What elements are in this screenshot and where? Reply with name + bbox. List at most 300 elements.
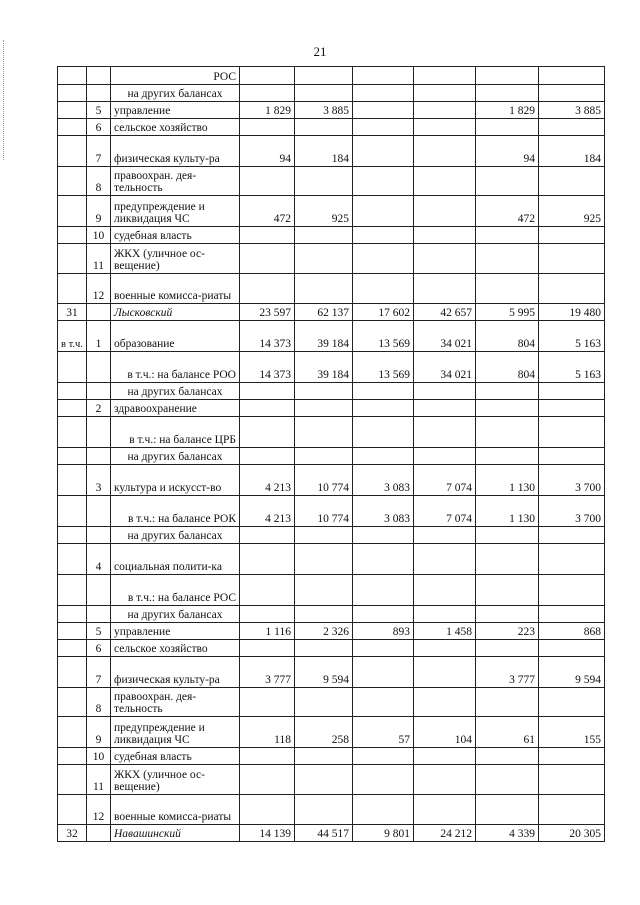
value-cell: 804 bbox=[476, 352, 539, 383]
value-cell: 804 bbox=[476, 321, 539, 352]
value-cell bbox=[353, 527, 414, 544]
value-cell bbox=[414, 244, 476, 274]
value-cell: 23 597 bbox=[240, 304, 295, 321]
value-cell: 1 116 bbox=[240, 623, 295, 640]
table-row bbox=[58, 795, 605, 825]
value-cell bbox=[240, 85, 295, 102]
value-cell bbox=[476, 688, 539, 717]
value-cell: 118 bbox=[240, 717, 295, 748]
value-cell bbox=[295, 400, 353, 417]
value-cell: 223 bbox=[476, 623, 539, 640]
value-cell bbox=[414, 544, 476, 575]
row-name: правоохран. дея-тельность bbox=[111, 688, 240, 717]
value-cell bbox=[476, 274, 539, 304]
value-cell bbox=[353, 448, 414, 465]
value-cell bbox=[539, 688, 605, 717]
row-name: управление bbox=[111, 102, 240, 119]
row-region-number bbox=[58, 606, 87, 623]
value-cell: 4 213 bbox=[240, 465, 295, 496]
row-region-number bbox=[58, 765, 87, 795]
value-cell bbox=[476, 400, 539, 417]
row-item-number: 9 bbox=[87, 196, 111, 227]
value-cell bbox=[353, 748, 414, 765]
value-cell bbox=[295, 244, 353, 274]
row-region-number bbox=[58, 196, 87, 227]
value-cell bbox=[414, 795, 476, 825]
value-cell bbox=[414, 167, 476, 196]
row-name: Навашинский bbox=[111, 825, 240, 842]
value-cell bbox=[414, 575, 476, 606]
row-region-number bbox=[58, 400, 87, 417]
value-cell bbox=[414, 657, 476, 688]
value-cell bbox=[353, 575, 414, 606]
value-cell bbox=[295, 417, 353, 448]
value-cell: 57 bbox=[353, 717, 414, 748]
value-cell bbox=[353, 383, 414, 400]
row-item-number bbox=[87, 825, 111, 842]
value-cell: 14 373 bbox=[240, 321, 295, 352]
value-cell bbox=[476, 244, 539, 274]
row-name: физическая культу-ра bbox=[111, 657, 240, 688]
value-cell bbox=[295, 167, 353, 196]
table-row bbox=[58, 400, 605, 417]
value-cell: 3 777 bbox=[476, 657, 539, 688]
value-cell bbox=[295, 748, 353, 765]
value-cell bbox=[476, 227, 539, 244]
value-cell: 17 602 bbox=[353, 304, 414, 321]
value-cell: 3 083 bbox=[353, 496, 414, 527]
value-cell: 10 774 bbox=[295, 465, 353, 496]
value-cell bbox=[476, 527, 539, 544]
value-cell: 39 184 bbox=[295, 352, 353, 383]
row-region-number bbox=[58, 227, 87, 244]
value-cell bbox=[539, 119, 605, 136]
row-name: военные комисса-риаты bbox=[111, 274, 240, 304]
row-name: ЖКХ (уличное ос-вещение) bbox=[111, 765, 240, 795]
value-cell bbox=[295, 383, 353, 400]
value-cell: 5 163 bbox=[539, 321, 605, 352]
value-cell bbox=[353, 102, 414, 119]
value-cell bbox=[240, 640, 295, 657]
value-cell: 5 163 bbox=[539, 352, 605, 383]
value-cell: 1 130 bbox=[476, 465, 539, 496]
row-name: РОС bbox=[111, 67, 240, 85]
value-cell bbox=[414, 119, 476, 136]
value-cell bbox=[353, 688, 414, 717]
value-cell bbox=[414, 400, 476, 417]
value-cell: 1 829 bbox=[476, 102, 539, 119]
table-row bbox=[58, 274, 605, 304]
value-cell bbox=[240, 448, 295, 465]
value-cell: 20 305 bbox=[539, 825, 605, 842]
row-item-number: 11 bbox=[87, 765, 111, 795]
value-cell: 94 bbox=[476, 136, 539, 167]
value-cell: 893 bbox=[353, 623, 414, 640]
value-cell bbox=[295, 795, 353, 825]
value-cell bbox=[240, 383, 295, 400]
budget-table bbox=[57, 66, 605, 842]
value-cell bbox=[240, 417, 295, 448]
value-cell: 7 074 bbox=[414, 496, 476, 527]
table-row bbox=[58, 136, 605, 167]
row-region-number bbox=[58, 496, 87, 527]
value-cell: 472 bbox=[240, 196, 295, 227]
row-item-number bbox=[87, 496, 111, 527]
table-row bbox=[58, 527, 605, 544]
row-region-number: 32 bbox=[58, 825, 87, 842]
value-cell bbox=[240, 167, 295, 196]
value-cell bbox=[476, 765, 539, 795]
value-cell: 104 bbox=[414, 717, 476, 748]
row-item-number: 9 bbox=[87, 717, 111, 748]
row-item-number: 5 bbox=[87, 102, 111, 119]
value-cell bbox=[240, 575, 295, 606]
value-cell bbox=[539, 85, 605, 102]
value-cell: 258 bbox=[295, 717, 353, 748]
row-name: на других балансах bbox=[111, 85, 240, 102]
row-region-number bbox=[58, 167, 87, 196]
value-cell bbox=[295, 606, 353, 623]
value-cell bbox=[539, 67, 605, 85]
value-cell: 3 700 bbox=[539, 496, 605, 527]
value-cell: 34 021 bbox=[414, 352, 476, 383]
value-cell: 868 bbox=[539, 623, 605, 640]
value-cell bbox=[539, 795, 605, 825]
row-name: в т.ч.: на балансе РОО bbox=[111, 352, 240, 383]
value-cell bbox=[414, 136, 476, 167]
table-row bbox=[58, 765, 605, 795]
value-cell: 10 774 bbox=[295, 496, 353, 527]
value-cell bbox=[539, 400, 605, 417]
value-cell: 5 995 bbox=[476, 304, 539, 321]
value-cell: 61 bbox=[476, 717, 539, 748]
table-row bbox=[58, 102, 605, 119]
value-cell bbox=[414, 227, 476, 244]
row-item-number bbox=[87, 417, 111, 448]
value-cell bbox=[353, 67, 414, 85]
value-cell bbox=[240, 227, 295, 244]
row-region-number bbox=[58, 465, 87, 496]
value-cell bbox=[476, 544, 539, 575]
value-cell bbox=[295, 227, 353, 244]
value-cell bbox=[240, 400, 295, 417]
value-cell bbox=[539, 244, 605, 274]
value-cell bbox=[295, 527, 353, 544]
row-item-number: 2 bbox=[87, 400, 111, 417]
value-cell bbox=[414, 448, 476, 465]
row-name: управление bbox=[111, 623, 240, 640]
value-cell bbox=[240, 527, 295, 544]
value-cell bbox=[353, 119, 414, 136]
value-cell bbox=[295, 119, 353, 136]
value-cell bbox=[295, 688, 353, 717]
row-item-number: 7 bbox=[87, 657, 111, 688]
value-cell bbox=[240, 748, 295, 765]
table-row bbox=[58, 119, 605, 136]
table-row bbox=[58, 544, 605, 575]
row-region-number bbox=[58, 448, 87, 465]
value-cell bbox=[414, 527, 476, 544]
row-region-number bbox=[58, 575, 87, 606]
value-cell bbox=[476, 575, 539, 606]
value-cell: 472 bbox=[476, 196, 539, 227]
row-item-number: 5 bbox=[87, 623, 111, 640]
value-cell bbox=[414, 688, 476, 717]
value-cell: 3 885 bbox=[295, 102, 353, 119]
value-cell bbox=[353, 274, 414, 304]
value-cell: 13 569 bbox=[353, 321, 414, 352]
row-name: судебная власть bbox=[111, 748, 240, 765]
value-cell: 14 373 bbox=[240, 352, 295, 383]
value-cell bbox=[295, 274, 353, 304]
value-cell bbox=[414, 640, 476, 657]
value-cell bbox=[476, 119, 539, 136]
row-item-number: 12 bbox=[87, 795, 111, 825]
table-row bbox=[58, 352, 605, 383]
row-item-number: 4 bbox=[87, 544, 111, 575]
row-region-number bbox=[58, 136, 87, 167]
value-cell bbox=[476, 383, 539, 400]
value-cell bbox=[353, 417, 414, 448]
row-region-number bbox=[58, 623, 87, 640]
value-cell: 4 339 bbox=[476, 825, 539, 842]
row-item-number: 10 bbox=[87, 748, 111, 765]
value-cell: 9 594 bbox=[539, 657, 605, 688]
value-cell bbox=[539, 606, 605, 623]
row-region-number bbox=[58, 119, 87, 136]
value-cell bbox=[414, 765, 476, 795]
table-row bbox=[58, 67, 605, 85]
value-cell bbox=[414, 606, 476, 623]
row-name: социальная полити-ка bbox=[111, 544, 240, 575]
value-cell: 62 137 bbox=[295, 304, 353, 321]
value-cell bbox=[539, 640, 605, 657]
value-cell: 13 569 bbox=[353, 352, 414, 383]
value-cell bbox=[240, 274, 295, 304]
row-region-number bbox=[58, 417, 87, 448]
row-name: образование bbox=[111, 321, 240, 352]
table-row bbox=[58, 304, 605, 321]
row-region-number bbox=[58, 244, 87, 274]
value-cell bbox=[414, 85, 476, 102]
table-row bbox=[58, 717, 605, 748]
page-number: 21 bbox=[313, 44, 327, 59]
value-cell bbox=[353, 196, 414, 227]
table-row bbox=[58, 85, 605, 102]
table-row bbox=[58, 196, 605, 227]
table-row bbox=[58, 640, 605, 657]
value-cell bbox=[353, 544, 414, 575]
value-cell bbox=[353, 227, 414, 244]
row-region-number bbox=[58, 640, 87, 657]
row-item-number bbox=[87, 606, 111, 623]
row-item-number: 7 bbox=[87, 136, 111, 167]
row-region-number bbox=[58, 717, 87, 748]
value-cell bbox=[240, 119, 295, 136]
table-row bbox=[58, 623, 605, 640]
row-region-number bbox=[58, 383, 87, 400]
value-cell bbox=[295, 448, 353, 465]
value-cell bbox=[539, 167, 605, 196]
row-item-number bbox=[87, 527, 111, 544]
value-cell bbox=[240, 67, 295, 85]
row-item-number: 11 bbox=[87, 244, 111, 274]
row-name: культура и искусст-во bbox=[111, 465, 240, 496]
row-region-number bbox=[58, 527, 87, 544]
table-row bbox=[58, 657, 605, 688]
row-region-number bbox=[58, 85, 87, 102]
row-region-number bbox=[58, 102, 87, 119]
value-cell bbox=[476, 748, 539, 765]
value-cell: 24 212 bbox=[414, 825, 476, 842]
value-cell bbox=[539, 448, 605, 465]
value-cell bbox=[240, 244, 295, 274]
table-row bbox=[58, 448, 605, 465]
value-cell bbox=[353, 640, 414, 657]
value-cell bbox=[539, 748, 605, 765]
row-item-number bbox=[87, 448, 111, 465]
value-cell bbox=[353, 606, 414, 623]
value-cell bbox=[539, 383, 605, 400]
row-item-number bbox=[87, 67, 111, 85]
value-cell bbox=[476, 640, 539, 657]
table-row bbox=[58, 417, 605, 448]
value-cell bbox=[240, 544, 295, 575]
value-cell: 3 700 bbox=[539, 465, 605, 496]
value-cell bbox=[240, 795, 295, 825]
value-cell bbox=[353, 400, 414, 417]
value-cell bbox=[295, 67, 353, 85]
row-item-number: 12 bbox=[87, 274, 111, 304]
table-body bbox=[58, 67, 605, 842]
row-item-number: 6 bbox=[87, 640, 111, 657]
value-cell: 39 184 bbox=[295, 321, 353, 352]
row-name: на других балансах bbox=[111, 527, 240, 544]
table-row bbox=[58, 227, 605, 244]
value-cell bbox=[353, 657, 414, 688]
value-cell bbox=[539, 274, 605, 304]
table-row bbox=[58, 748, 605, 765]
table-row bbox=[58, 244, 605, 274]
row-name: в т.ч.: на балансе РОК bbox=[111, 496, 240, 527]
value-cell bbox=[295, 575, 353, 606]
row-item-number: 3 bbox=[87, 465, 111, 496]
value-cell bbox=[295, 544, 353, 575]
value-cell bbox=[539, 417, 605, 448]
value-cell bbox=[476, 795, 539, 825]
value-cell bbox=[240, 765, 295, 795]
table-row bbox=[58, 688, 605, 717]
row-name: Лысковский bbox=[111, 304, 240, 321]
row-name: военные комисса-риаты bbox=[111, 795, 240, 825]
value-cell bbox=[476, 606, 539, 623]
value-cell bbox=[295, 765, 353, 795]
value-cell bbox=[295, 85, 353, 102]
row-region-number bbox=[58, 748, 87, 765]
value-cell bbox=[414, 274, 476, 304]
value-cell bbox=[353, 167, 414, 196]
row-name: на других балансах bbox=[111, 448, 240, 465]
value-cell: 1 458 bbox=[414, 623, 476, 640]
row-name: правоохран. дея-тельность bbox=[111, 167, 240, 196]
row-region-number bbox=[58, 688, 87, 717]
row-item-number bbox=[87, 85, 111, 102]
row-item-number bbox=[87, 352, 111, 383]
value-cell bbox=[476, 417, 539, 448]
value-cell bbox=[539, 575, 605, 606]
value-cell: 4 213 bbox=[240, 496, 295, 527]
table-row bbox=[58, 606, 605, 623]
table-row bbox=[58, 575, 605, 606]
table-row bbox=[58, 321, 605, 352]
row-name: на других балансах bbox=[111, 383, 240, 400]
row-name: ЖКХ (уличное ос-вещение) bbox=[111, 244, 240, 274]
value-cell bbox=[414, 748, 476, 765]
value-cell: 3 885 bbox=[539, 102, 605, 119]
value-cell: 925 bbox=[539, 196, 605, 227]
row-item-number: 10 bbox=[87, 227, 111, 244]
value-cell: 3 777 bbox=[240, 657, 295, 688]
row-name: сельское хозяйство bbox=[111, 640, 240, 657]
row-item-number: 6 bbox=[87, 119, 111, 136]
table-row bbox=[58, 496, 605, 527]
value-cell bbox=[240, 606, 295, 623]
table-row bbox=[58, 167, 605, 196]
value-cell bbox=[414, 102, 476, 119]
value-cell bbox=[240, 688, 295, 717]
row-region-number bbox=[58, 544, 87, 575]
row-item-number: 8 bbox=[87, 167, 111, 196]
value-cell: 7 074 bbox=[414, 465, 476, 496]
value-cell bbox=[353, 136, 414, 167]
value-cell: 34 021 bbox=[414, 321, 476, 352]
value-cell: 3 083 bbox=[353, 465, 414, 496]
value-cell: 925 bbox=[295, 196, 353, 227]
row-region-number bbox=[58, 795, 87, 825]
value-cell bbox=[414, 196, 476, 227]
value-cell: 1 829 bbox=[240, 102, 295, 119]
row-name: физическая культу-ра bbox=[111, 136, 240, 167]
value-cell: 14 139 bbox=[240, 825, 295, 842]
value-cell bbox=[476, 85, 539, 102]
value-cell bbox=[353, 85, 414, 102]
value-cell bbox=[353, 795, 414, 825]
row-name: предупреждение и ликвидация ЧС bbox=[111, 717, 240, 748]
row-name: в т.ч.: на балансе РОС bbox=[111, 575, 240, 606]
value-cell bbox=[476, 67, 539, 85]
value-cell: 2 326 bbox=[295, 623, 353, 640]
row-name: здравоохранение bbox=[111, 400, 240, 417]
row-region-number bbox=[58, 352, 87, 383]
value-cell bbox=[414, 383, 476, 400]
row-region-number: 31 bbox=[58, 304, 87, 321]
row-item-number bbox=[87, 304, 111, 321]
row-item-number: 8 bbox=[87, 688, 111, 717]
row-name: сельское хозяйство bbox=[111, 119, 240, 136]
value-cell: 94 bbox=[240, 136, 295, 167]
value-cell bbox=[414, 67, 476, 85]
value-cell bbox=[353, 244, 414, 274]
value-cell: 44 517 bbox=[295, 825, 353, 842]
value-cell bbox=[539, 544, 605, 575]
row-name: предупреждение и ликвидация ЧС bbox=[111, 196, 240, 227]
value-cell bbox=[353, 765, 414, 795]
row-region-number bbox=[58, 67, 87, 85]
row-region-number bbox=[58, 657, 87, 688]
row-region-number: в т.ч. bbox=[58, 321, 87, 352]
table-row bbox=[58, 465, 605, 496]
value-cell bbox=[295, 640, 353, 657]
